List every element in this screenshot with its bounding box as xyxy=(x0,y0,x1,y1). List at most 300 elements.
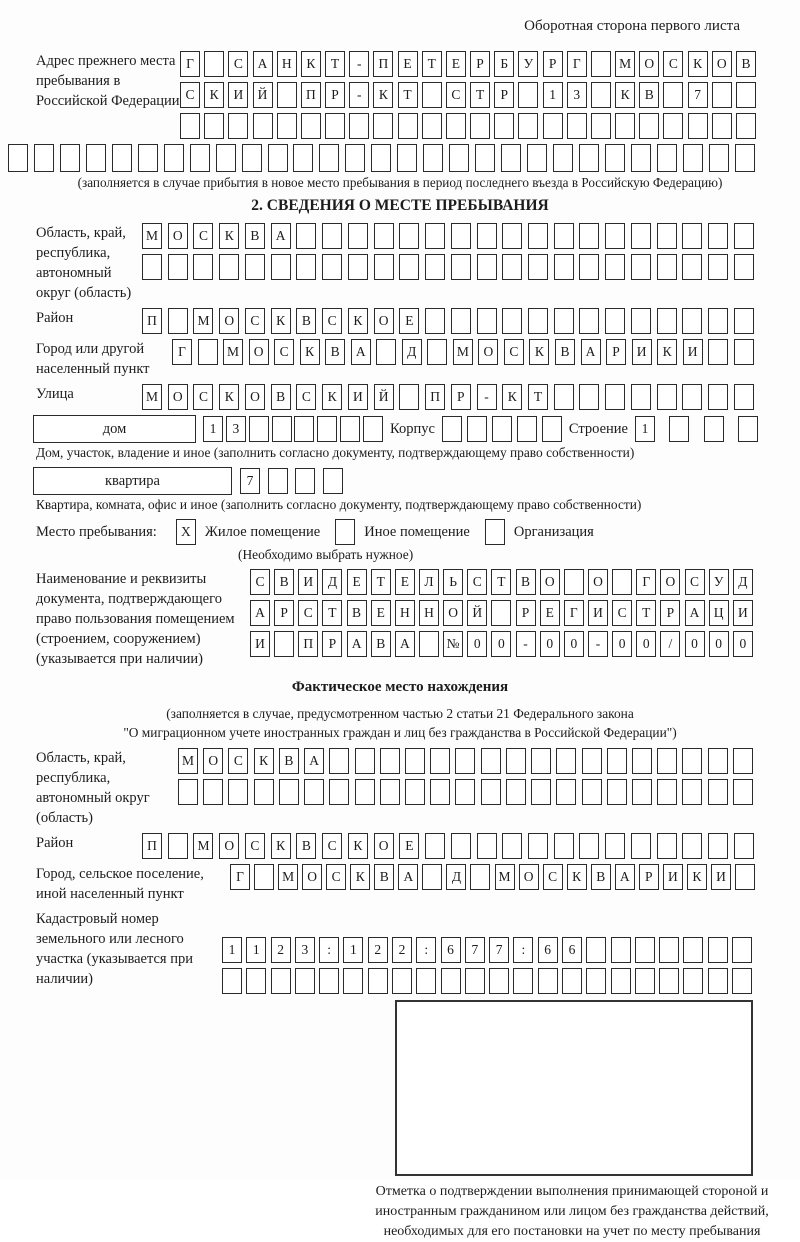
form-cell xyxy=(734,833,754,859)
stay-type-option-organization-label: Организация xyxy=(513,523,594,540)
form-cell: Т xyxy=(322,600,342,626)
form-cell xyxy=(86,144,106,172)
stay-type-label: Место пребывания: xyxy=(36,523,157,540)
form-cell: Н xyxy=(395,600,415,626)
region-block xyxy=(36,223,800,303)
form-cell xyxy=(531,779,551,805)
form-cell xyxy=(345,144,365,172)
form-cell xyxy=(709,144,729,172)
form-cell: И xyxy=(632,339,652,365)
form-cell: К xyxy=(529,339,549,365)
form-cell xyxy=(738,416,758,442)
form-cell xyxy=(271,254,291,280)
form-cell: О xyxy=(519,864,539,890)
form-cell xyxy=(501,144,521,172)
form-cell: И xyxy=(683,339,703,365)
form-cell xyxy=(657,223,677,249)
form-cell: О xyxy=(588,569,608,595)
form-cell xyxy=(245,254,265,280)
form-cell: И xyxy=(588,600,608,626)
form-cell xyxy=(477,223,497,249)
house-label-box: дом xyxy=(33,415,196,443)
form-cell: О xyxy=(168,223,188,249)
form-cell xyxy=(60,144,80,172)
form-cell: К xyxy=(688,51,708,77)
form-cell xyxy=(371,144,391,172)
stay-type-row xyxy=(36,519,800,545)
form-cell xyxy=(34,144,54,172)
form-cell: Р xyxy=(516,600,536,626)
form-cell: В xyxy=(347,600,367,626)
form-cell xyxy=(295,468,315,494)
form-cell: Р xyxy=(660,600,680,626)
form-cell: Г xyxy=(172,339,192,365)
form-cell xyxy=(682,223,702,249)
form-cell xyxy=(567,113,587,139)
form-cell xyxy=(491,600,511,626)
form-cell: 3 xyxy=(226,416,246,442)
form-cell: О xyxy=(443,600,463,626)
form-cell xyxy=(399,384,419,410)
actual-city-label: Город, сельское поселение, иной населенный пункт xyxy=(36,866,204,902)
district-block xyxy=(36,308,800,334)
form-cell xyxy=(294,416,314,442)
form-cell xyxy=(708,223,728,249)
stay-type-option-other-label: Иное помещение xyxy=(364,523,470,540)
actual-district-block xyxy=(36,833,800,859)
form-cell: С xyxy=(228,51,248,77)
form-cell xyxy=(138,144,158,172)
form-cell xyxy=(663,113,683,139)
form-cell xyxy=(736,82,756,108)
form-cell xyxy=(708,779,728,805)
form-cell: К xyxy=(502,384,522,410)
form-cell xyxy=(295,968,315,994)
cadastral-row-1 xyxy=(222,937,752,963)
form-cell: Р xyxy=(494,82,514,108)
form-cell xyxy=(708,308,728,334)
form-cell: К xyxy=(254,748,274,774)
form-cell xyxy=(591,113,611,139)
form-cell xyxy=(397,144,417,172)
form-cell xyxy=(531,748,551,774)
form-cell xyxy=(416,968,436,994)
form-cell xyxy=(374,254,394,280)
form-cell: П xyxy=(425,384,445,410)
form-cell xyxy=(441,968,461,994)
form-cell xyxy=(579,254,599,280)
form-cell: В xyxy=(279,748,299,774)
form-cell: О xyxy=(712,51,732,77)
form-cell xyxy=(343,968,363,994)
form-cell: А xyxy=(685,600,705,626)
form-cell: М xyxy=(223,339,243,365)
form-cell xyxy=(355,748,375,774)
form-cell xyxy=(683,937,703,963)
form-cell: С xyxy=(193,223,213,249)
form-cell xyxy=(425,254,445,280)
form-cell: 0 xyxy=(636,631,656,657)
form-cell: К xyxy=(348,833,368,859)
form-cell xyxy=(708,254,728,280)
form-cell: М xyxy=(193,833,213,859)
form-cell xyxy=(470,113,490,139)
form-cell xyxy=(442,416,462,442)
form-cell xyxy=(591,82,611,108)
apartment-note: Квартира, комната, офис и иное (заполнить согласно документу, подтверждающему право собственности) xyxy=(36,497,642,512)
form-cell xyxy=(301,113,321,139)
street-label: Улица xyxy=(36,386,74,402)
form-cell: 1 xyxy=(246,937,266,963)
form-cell: О xyxy=(540,569,560,595)
form-cell: К xyxy=(348,308,368,334)
form-cell xyxy=(449,144,469,172)
prev-address-label: Адрес прежнего места пребывания в Российской Федерации xyxy=(36,53,180,109)
form-cell xyxy=(368,968,388,994)
form-cell xyxy=(605,144,625,172)
form-cell xyxy=(553,144,573,172)
form-cell: В xyxy=(639,82,659,108)
form-cell xyxy=(582,779,602,805)
region-row-1 xyxy=(142,223,754,249)
form-cell xyxy=(502,308,522,334)
form-cell xyxy=(735,144,755,172)
form-cell: О xyxy=(639,51,659,77)
form-cell xyxy=(329,779,349,805)
form-cell: О xyxy=(660,569,680,595)
form-cell xyxy=(272,416,292,442)
form-cell xyxy=(562,968,582,994)
form-cell xyxy=(732,968,752,994)
form-cell xyxy=(481,779,501,805)
form-cell: С xyxy=(245,308,265,334)
form-cell: О xyxy=(219,308,239,334)
form-cell xyxy=(657,833,677,859)
form-cell xyxy=(335,519,355,545)
form-cell: С xyxy=(326,864,346,890)
form-cell xyxy=(477,254,497,280)
form-cell xyxy=(228,779,248,805)
form-cell: К xyxy=(204,82,224,108)
form-cell: Р xyxy=(470,51,490,77)
form-cell xyxy=(579,223,599,249)
form-cell: С xyxy=(322,308,342,334)
actual-location-notes xyxy=(0,704,800,742)
form-cell: П xyxy=(301,82,321,108)
form-cell xyxy=(398,113,418,139)
house-cells xyxy=(203,416,383,442)
form-cell: X xyxy=(176,519,196,545)
form-cell: У xyxy=(518,51,538,77)
form-cell: С xyxy=(245,833,265,859)
form-cell: С xyxy=(322,833,342,859)
form-cell xyxy=(734,223,754,249)
form-cell: Т xyxy=(325,51,345,77)
form-cell xyxy=(427,339,447,365)
form-cell xyxy=(712,113,732,139)
form-cell: 1 xyxy=(343,937,363,963)
form-cell xyxy=(430,748,450,774)
form-cell: О xyxy=(374,308,394,334)
form-cell xyxy=(204,51,224,77)
form-cell xyxy=(322,223,342,249)
form-cell: Г xyxy=(567,51,587,77)
form-cell xyxy=(591,51,611,77)
form-cell xyxy=(451,308,471,334)
region-label: Область, край, республика, автономный округ (область) xyxy=(36,225,132,301)
korpus-cells xyxy=(442,416,562,442)
form-cell: В xyxy=(516,569,536,595)
form-cell xyxy=(180,113,200,139)
form-cell: П xyxy=(142,833,162,859)
form-cell xyxy=(528,223,548,249)
form-cell xyxy=(451,223,471,249)
form-cell: Ь xyxy=(443,569,463,595)
form-cell: 0 xyxy=(467,631,487,657)
form-cell: 3 xyxy=(295,937,315,963)
form-cell xyxy=(586,937,606,963)
confirmation-stamp-box xyxy=(395,1000,753,1176)
form-cell: С xyxy=(543,864,563,890)
form-cell: Й xyxy=(374,384,394,410)
city-block xyxy=(36,339,800,379)
form-cell: И xyxy=(711,864,731,890)
street-row xyxy=(142,384,754,410)
form-cell xyxy=(542,416,562,442)
form-cell: - xyxy=(516,631,536,657)
form-cell: В xyxy=(296,833,316,859)
form-cell xyxy=(579,384,599,410)
form-cell xyxy=(631,223,651,249)
form-cell: А xyxy=(615,864,635,890)
form-cell: С xyxy=(612,600,632,626)
form-cell: О xyxy=(302,864,322,890)
form-cell: 0 xyxy=(612,631,632,657)
form-cell: Л xyxy=(419,569,439,595)
actual-region-label: Область, край, республика, автономный округ (область) xyxy=(36,750,150,826)
form-cell xyxy=(564,569,584,595)
form-cell xyxy=(579,308,599,334)
form-cell xyxy=(518,82,538,108)
form-cell xyxy=(733,748,753,774)
stay-type-checkbox-other xyxy=(335,519,355,545)
document-label: Наименование и реквизиты документа, подтверждающего право пользования помещением (строением, сооружением) (указывается при наличии) xyxy=(36,571,235,667)
form-cell xyxy=(712,82,732,108)
form-cell xyxy=(399,223,419,249)
form-cell xyxy=(611,937,631,963)
form-cell: - xyxy=(349,51,369,77)
form-cell: М xyxy=(278,864,298,890)
form-cell: И xyxy=(250,631,270,657)
form-cell: Й xyxy=(253,82,273,108)
form-cell: М xyxy=(453,339,473,365)
form-cell xyxy=(451,254,471,280)
form-cell xyxy=(470,864,490,890)
form-cell xyxy=(556,748,576,774)
form-cell xyxy=(639,113,659,139)
form-cell xyxy=(528,308,548,334)
form-cell: Р xyxy=(543,51,563,77)
form-cell: С xyxy=(504,339,524,365)
form-cell xyxy=(659,968,679,994)
form-cell xyxy=(340,416,360,442)
form-cell: Т xyxy=(398,82,418,108)
form-cell xyxy=(271,968,291,994)
street-block xyxy=(36,384,800,410)
form-cell xyxy=(506,779,526,805)
form-cell xyxy=(451,833,471,859)
form-cell xyxy=(164,144,184,172)
korpus-label: Корпус xyxy=(390,420,435,437)
form-cell: С xyxy=(250,569,270,595)
form-cell xyxy=(528,254,548,280)
form-cell xyxy=(502,223,522,249)
apartment-cells xyxy=(240,468,343,494)
form-cell xyxy=(494,113,514,139)
form-cell xyxy=(734,308,754,334)
document-row-2 xyxy=(250,600,753,626)
form-cell xyxy=(242,144,262,172)
prev-address-row-2 xyxy=(180,82,756,108)
form-cell: Т xyxy=(371,569,391,595)
actual-location-note-1: (заполняется в случае, предусмотренном частью 2 статьи 21 Федерального закона xyxy=(166,706,634,721)
form-cell xyxy=(556,779,576,805)
form-cell: О xyxy=(478,339,498,365)
form-cell xyxy=(355,779,375,805)
form-cell: И xyxy=(733,600,753,626)
form-cell xyxy=(708,384,728,410)
document-row-1 xyxy=(250,569,753,595)
form-cell: У xyxy=(709,569,729,595)
actual-region-grid xyxy=(178,748,753,805)
form-cell: С xyxy=(193,384,213,410)
form-cell: Г xyxy=(564,600,584,626)
form-cell: А xyxy=(250,600,270,626)
form-cell xyxy=(605,254,625,280)
document-block xyxy=(36,569,800,669)
form-cell: Е xyxy=(395,569,415,595)
form-cell xyxy=(732,937,752,963)
actual-city-row xyxy=(230,864,755,890)
form-cell: С xyxy=(274,339,294,365)
form-cell xyxy=(657,308,677,334)
form-cell xyxy=(708,339,728,365)
form-cell xyxy=(554,254,574,280)
form-cell xyxy=(735,864,755,890)
cadastral-label: Кадастровый номер земельного или лесного участка (указывается при наличии) xyxy=(36,911,193,987)
form-cell: 0 xyxy=(685,631,705,657)
form-cell: С xyxy=(296,384,316,410)
form-cell xyxy=(657,779,677,805)
form-cell: К xyxy=(301,51,321,77)
form-cell xyxy=(455,779,475,805)
form-cell xyxy=(517,416,537,442)
form-cell xyxy=(631,384,651,410)
form-cell: О xyxy=(168,384,188,410)
form-cell: 0 xyxy=(491,631,511,657)
prev-address-row-4 xyxy=(8,144,755,172)
actual-region-row-1 xyxy=(178,748,753,774)
form-cell: А xyxy=(347,631,367,657)
form-cell xyxy=(193,254,213,280)
form-cell: Р xyxy=(451,384,471,410)
form-cell xyxy=(582,748,602,774)
form-cell xyxy=(216,144,236,172)
form-cell: Г xyxy=(230,864,250,890)
form-cell xyxy=(669,416,689,442)
form-cell: Р xyxy=(322,631,342,657)
form-cell xyxy=(329,748,349,774)
form-cell xyxy=(198,339,218,365)
form-cell: 7 xyxy=(240,468,260,494)
document-row-3 xyxy=(250,631,753,657)
prev-address-grid xyxy=(180,51,756,139)
form-cell: С xyxy=(180,82,200,108)
house-note: Дом, участок, владение и иное (заполнить согласно документу, подтверждающему право собственности) xyxy=(36,445,635,460)
form-cell xyxy=(708,748,728,774)
actual-city-block xyxy=(36,864,800,904)
prev-address-block xyxy=(36,51,800,139)
form-cell xyxy=(425,833,445,859)
form-cell: Е xyxy=(398,51,418,77)
form-cell xyxy=(543,113,563,139)
form-cell xyxy=(422,113,442,139)
form-cell: Т xyxy=(636,600,656,626)
form-cell: Г xyxy=(180,51,200,77)
document-grid xyxy=(250,569,753,657)
form-cell xyxy=(392,968,412,994)
form-cell: М xyxy=(142,384,162,410)
form-cell xyxy=(734,384,754,410)
form-cell: 1 xyxy=(203,416,223,442)
form-cell xyxy=(528,833,548,859)
form-cell xyxy=(635,937,655,963)
form-cell xyxy=(688,113,708,139)
form-cell: Д xyxy=(733,569,753,595)
form-cell xyxy=(317,416,337,442)
form-cell xyxy=(277,113,297,139)
form-cell: С xyxy=(228,748,248,774)
form-cell xyxy=(296,254,316,280)
district-label: Район xyxy=(36,310,74,326)
form-cell xyxy=(579,833,599,859)
form-cell xyxy=(178,779,198,805)
form-cell: К xyxy=(219,223,239,249)
form-cell: Т xyxy=(422,51,442,77)
form-cell: В xyxy=(274,569,294,595)
form-cell xyxy=(632,748,652,774)
actual-district-label: Район xyxy=(36,835,74,851)
confirmation-stamp-note: Отметка о подтверждении выполнения принимающей стороной и иностранным гражданином или лицом без гражданства действий, необходимых для его постановки на учет по месту пребывания xyxy=(375,1184,769,1239)
form-cell xyxy=(475,144,495,172)
form-cell xyxy=(657,748,677,774)
form-cell xyxy=(219,254,239,280)
form-cell: К xyxy=(615,82,635,108)
form-cell xyxy=(631,833,651,859)
form-cell: К xyxy=(300,339,320,365)
actual-region-row-2 xyxy=(178,779,753,805)
form-cell xyxy=(222,968,242,994)
form-cell xyxy=(399,254,419,280)
form-cell: Г xyxy=(636,569,656,595)
form-cell: № xyxy=(443,631,463,657)
form-cell xyxy=(708,833,728,859)
form-cell: К xyxy=(219,384,239,410)
cadastral-block xyxy=(36,909,800,994)
form-cell: М xyxy=(142,223,162,249)
form-cell: Р xyxy=(639,864,659,890)
form-cell xyxy=(348,254,368,280)
